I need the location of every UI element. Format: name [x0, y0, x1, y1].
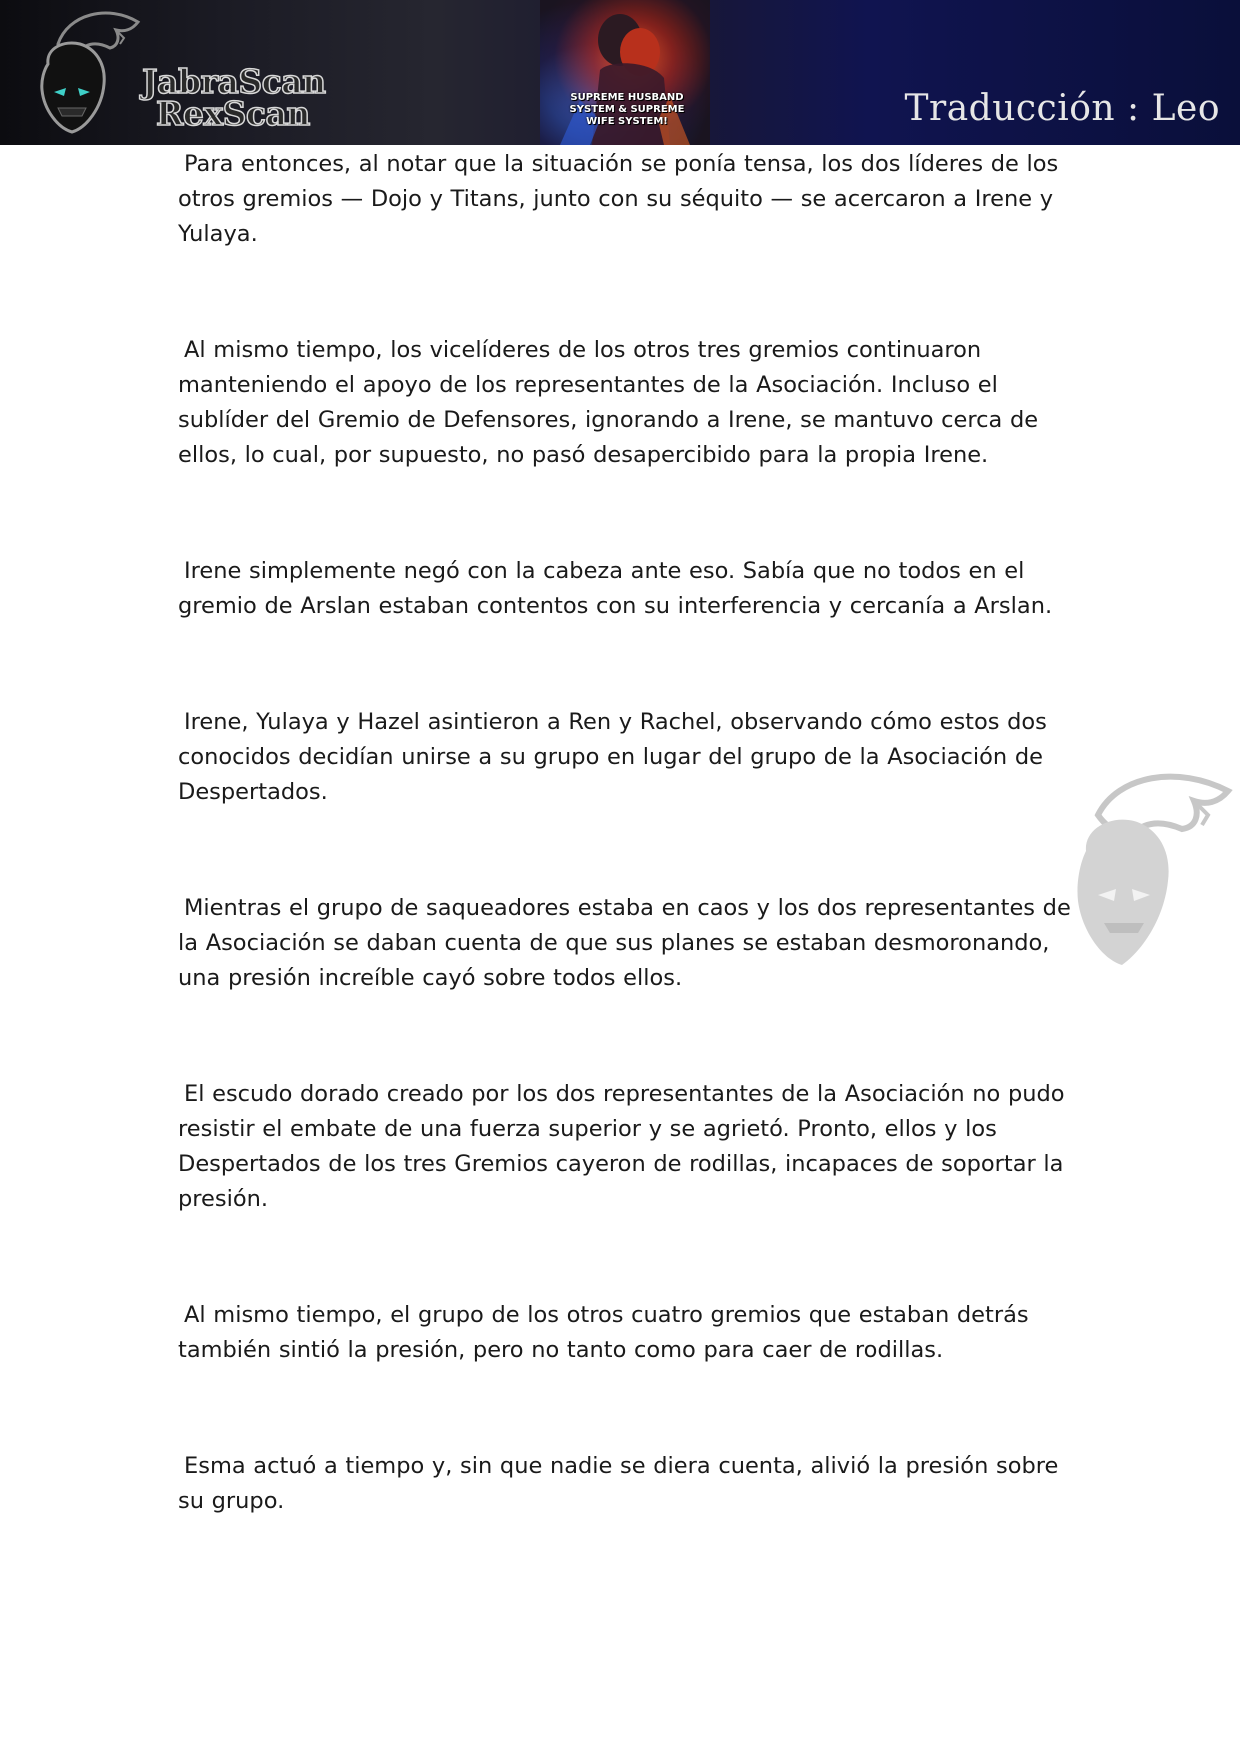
logo-text-line2: RexScan [156, 94, 310, 133]
cover-title: SUPREME HUSBAND SYSTEM & SUPREME WIFE SYSTEM! [569, 92, 685, 127]
paragraph: Al mismo tiempo, el grupo de los otros cuatro gremios que estaban detrás también sintió la presión, pero no tanto como para caer de rodillas. [178, 1302, 1029, 1363]
paragraph: Al mismo tiempo, los vicelíderes de los otros tres gremios continuaron manteniendo el apoyo de los representantes de la Asociación. Incluso el sublíder del Gremio de Defensores, ignorando a Irene, se mantuvo cerca de ellos, lo cual, por supuesto, no pasó desapercibido para la propia Irene. [178, 337, 1039, 468]
logo-text-line1: JabraScan [142, 62, 326, 101]
paragraph: Para entonces, al notar que la situación se ponía tensa, los dos líderes de los otros gremios — Dojo y Titans, junto con su séquito — se acercaron a Irene y Yulaya. [178, 151, 1059, 247]
translation-credit: Traducción : Leo [904, 88, 1220, 129]
site-logo [28, 4, 328, 142]
paragraph: Irene simplemente negó con la cabeza ante eso. Sabía que no todos en el gremio de Arslan estaban contentos con su interferencia y cercanía a Arslan. [178, 558, 1053, 619]
chapter-text [178, 147, 1078, 1519]
dinosaur-skull-icon [1058, 755, 1238, 985]
watermark [1058, 755, 1238, 985]
dinosaur-skull-icon [28, 4, 148, 142]
paragraph: Irene, Yulaya y Hazel asintieron a Ren y Rachel, observando cómo estos dos conocidos decidían unirse a su grupo en lugar del grupo de la Asociación de Despertados. [178, 709, 1047, 805]
paragraph: Mientras el grupo de saqueadores estaba en caos y los dos representantes de la Asociación se daban cuenta de que sus planes se estaban desmoronando, una presión increíble cayó sobre todos ellos. [178, 895, 1071, 991]
paragraph: El escudo dorado creado por los dos representantes de la Asociación no pudo resistir el embate de una fuerza superior y se agrietó. Pronto, ellos y los Despertados de los tres Gremios cayeron de rodillas, incapaces de soportar la presión. [178, 1081, 1065, 1212]
paragraph: Esma actuó a tiempo y, sin que nadie se diera cuenta, alivió la presión sobre su grupo. [178, 1453, 1059, 1514]
header-banner [0, 0, 1240, 145]
